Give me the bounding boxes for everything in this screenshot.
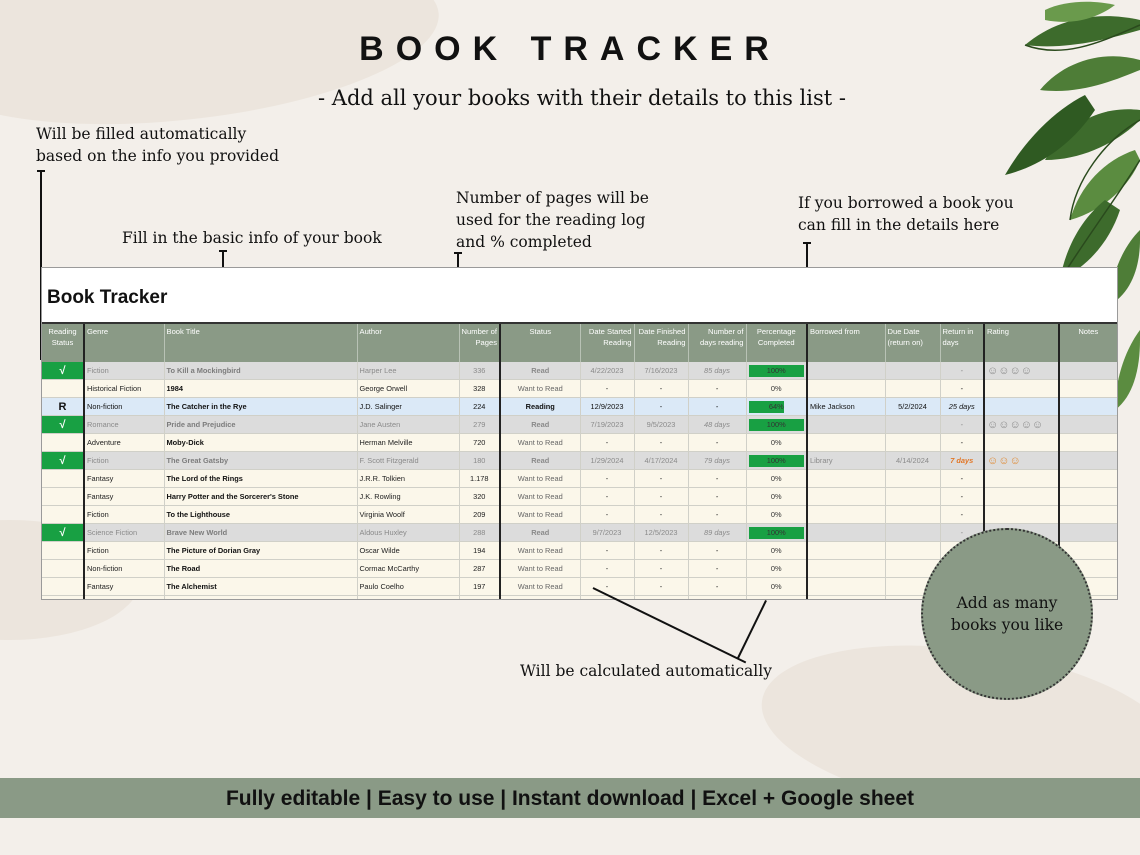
days-reading-cell[interactable]: - <box>688 506 746 524</box>
percentage-cell[interactable] <box>746 470 807 488</box>
header-pages[interactable]: Number of Pages <box>459 324 500 362</box>
rating-cell[interactable]: ☺☺☺☺☺ <box>984 416 1059 434</box>
author-cell[interactable]: J.K. Rowling <box>357 488 459 506</box>
status-cell[interactable]: Want to Read <box>500 578 580 596</box>
date-started-cell[interactable]: 4/22/2023 <box>580 362 634 380</box>
borrowed-from-cell[interactable] <box>807 488 885 506</box>
header-rating[interactable]: Rating <box>984 324 1059 362</box>
genre-cell[interactable]: Historical Fiction <box>84 380 164 398</box>
note-borrowed <box>798 192 1014 236</box>
note-line: If you borrowed a book you <box>798 194 1014 212</box>
days-reading-cell[interactable]: 79 days <box>688 452 746 470</box>
pages-cell[interactable]: 287 <box>459 560 500 578</box>
borrowed-from-cell[interactable] <box>807 380 885 398</box>
due-date-cell[interactable] <box>885 416 940 434</box>
reading-status-cell[interactable] <box>42 578 84 596</box>
status-cell[interactable]: Reading <box>500 398 580 416</box>
header-days-reading[interactable]: Number of days reading <box>688 324 746 362</box>
status-cell[interactable]: Read <box>500 524 580 542</box>
reading-status-cell[interactable]: R <box>42 398 84 416</box>
date-finished-cell[interactable]: - <box>634 542 688 560</box>
rating-cell[interactable] <box>984 470 1059 488</box>
pages-cell[interactable] <box>459 596 500 601</box>
note-basic-info <box>122 227 382 249</box>
return-days-cell[interactable]: 7 days <box>940 452 984 470</box>
rating-cell[interactable] <box>984 434 1059 452</box>
due-date-cell[interactable] <box>885 470 940 488</box>
header-notes[interactable]: Notes <box>1059 324 1117 362</box>
percentage-bar: 0% <box>770 509 782 519</box>
date-started-cell[interactable]: 7/19/2023 <box>580 416 634 434</box>
status-cell[interactable]: Want to Read <box>500 506 580 524</box>
annotation-cap <box>37 170 45 172</box>
header-percentage[interactable]: Percentage Completed <box>746 324 807 362</box>
percentage-cell[interactable] <box>746 596 807 601</box>
percentage-bar: 100% <box>749 419 805 431</box>
date-finished-cell[interactable]: - <box>634 470 688 488</box>
table-row[interactable] <box>42 488 1117 506</box>
header-genre[interactable]: Genre <box>84 324 164 362</box>
percentage-cell[interactable] <box>746 542 807 560</box>
date-finished-cell[interactable]: - <box>634 380 688 398</box>
date-finished-cell[interactable]: - <box>634 488 688 506</box>
return-days-cell[interactable]: - <box>940 488 984 506</box>
return-days-cell[interactable]: 25 days <box>940 398 984 416</box>
annotation-cap <box>219 250 227 252</box>
percentage-cell[interactable] <box>746 434 807 452</box>
return-days-cell[interactable]: - <box>940 470 984 488</box>
note-line: Number of pages will be <box>456 189 649 207</box>
date-finished-cell[interactable]: 12/5/2023 <box>634 524 688 542</box>
percentage-bar: 0% <box>770 473 782 483</box>
due-date-cell[interactable] <box>885 380 940 398</box>
author-cell[interactable]: Herman Melville <box>357 434 459 452</box>
reading-status-cell[interactable]: √ <box>42 524 84 542</box>
date-started-cell[interactable]: - <box>580 434 634 452</box>
table-row[interactable] <box>42 470 1117 488</box>
reading-status-cell[interactable] <box>42 560 84 578</box>
reading-status-cell[interactable]: √ <box>42 416 84 434</box>
reading-status-cell[interactable] <box>42 596 84 601</box>
genre-cell[interactable]: Fantasy <box>84 578 164 596</box>
return-days-cell[interactable]: - <box>940 524 984 542</box>
notes-cell[interactable] <box>1059 452 1117 470</box>
arrow-line <box>737 600 767 658</box>
borrowed-from-cell[interactable] <box>807 560 885 578</box>
percentage-bar: 100% <box>749 455 805 467</box>
percentage-bar: 100% <box>749 527 805 539</box>
note-line: used for the reading log <box>456 211 646 229</box>
return-days-cell[interactable]: - <box>940 434 984 452</box>
header-reading-status[interactable]: Reading Status <box>42 324 84 362</box>
book-title-cell[interactable]: The Picture of Dorian Gray <box>164 542 357 560</box>
reading-status-cell[interactable] <box>42 542 84 560</box>
reading-status-cell[interactable] <box>42 380 84 398</box>
genre-cell[interactable] <box>84 596 164 601</box>
pages-cell[interactable]: 180 <box>459 452 500 470</box>
percentage-bar: 0% <box>770 563 782 573</box>
percentage-bar: 0% <box>770 437 782 447</box>
days-reading-cell[interactable]: 48 days <box>688 416 746 434</box>
borrowed-from-cell[interactable]: Library <box>807 452 885 470</box>
return-days-cell[interactable]: - <box>940 506 984 524</box>
author-cell[interactable]: George Orwell <box>357 380 459 398</box>
book-title-cell[interactable]: The Catcher in the Rye <box>164 398 357 416</box>
days-reading-cell[interactable] <box>688 596 746 601</box>
notes-cell[interactable] <box>1059 362 1117 380</box>
book-title-cell[interactable]: Harry Potter and the Sorcerer's Stone <box>164 488 357 506</box>
book-title-cell[interactable]: To the Lighthouse <box>164 506 357 524</box>
reading-status-cell[interactable] <box>42 470 84 488</box>
due-date-cell[interactable]: 4/14/2024 <box>885 452 940 470</box>
pages-cell[interactable]: 224 <box>459 398 500 416</box>
date-finished-cell[interactable]: - <box>634 506 688 524</box>
circle-line: books you like <box>950 616 1064 634</box>
author-cell[interactable]: J.R.R. Tolkien <box>357 470 459 488</box>
header-due-date[interactable]: Due Date (return on) <box>885 324 940 362</box>
date-finished-cell[interactable]: - <box>634 578 688 596</box>
table-row[interactable] <box>42 452 1117 470</box>
percentage-cell[interactable] <box>746 398 807 416</box>
header-return-days[interactable]: Return in days <box>940 324 984 362</box>
note-pages <box>456 187 649 253</box>
date-started-cell[interactable]: - <box>580 542 634 560</box>
notes-cell[interactable] <box>1059 506 1117 524</box>
days-reading-cell[interactable]: 89 days <box>688 524 746 542</box>
percentage-cell[interactable] <box>746 560 807 578</box>
reading-status-cell[interactable]: √ <box>42 452 84 470</box>
header-status[interactable]: Status <box>500 324 580 362</box>
date-finished-cell[interactable]: 9/5/2023 <box>634 416 688 434</box>
borrowed-from-cell[interactable] <box>807 416 885 434</box>
genre-cell[interactable]: Non-fiction <box>84 398 164 416</box>
author-cell[interactable]: Oscar Wilde <box>357 542 459 560</box>
genre-cell[interactable]: Fantasy <box>84 488 164 506</box>
pages-cell[interactable]: 328 <box>459 380 500 398</box>
table-row[interactable] <box>42 416 1117 434</box>
author-cell[interactable]: Harper Lee <box>357 362 459 380</box>
table-row[interactable] <box>42 506 1117 524</box>
reading-status-cell[interactable] <box>42 488 84 506</box>
notes-cell[interactable] <box>1059 380 1117 398</box>
percentage-bar: 64% <box>749 401 805 413</box>
status-cell[interactable]: Want to Read <box>500 434 580 452</box>
footer-banner: Fully editable | Easy to use | Instant download | Excel + Google sheet <box>0 778 1140 818</box>
book-title-cell[interactable]: 1984 <box>164 380 357 398</box>
date-finished-cell[interactable] <box>634 596 688 601</box>
pages-cell[interactable]: 320 <box>459 488 500 506</box>
genre-cell[interactable]: Fiction <box>84 506 164 524</box>
circle-line: Add as many <box>956 594 1058 612</box>
notes-cell[interactable] <box>1059 416 1117 434</box>
genre-cell[interactable]: Fiction <box>84 452 164 470</box>
note-line: Will be calculated automatically <box>520 662 772 680</box>
days-reading-cell[interactable]: - <box>688 434 746 452</box>
date-started-cell[interactable]: 1/29/2024 <box>580 452 634 470</box>
percentage-cell[interactable] <box>746 578 807 596</box>
author-cell[interactable]: J.D. Salinger <box>357 398 459 416</box>
book-title-cell[interactable] <box>164 596 357 601</box>
borrowed-from-cell[interactable] <box>807 470 885 488</box>
percentage-cell[interactable] <box>746 416 807 434</box>
annotation-cap <box>803 242 811 244</box>
borrowed-from-cell[interactable] <box>807 596 885 601</box>
percentage-bar: 0% <box>770 491 782 501</box>
return-days-cell[interactable]: - <box>940 362 984 380</box>
date-started-cell[interactable]: 9/7/2023 <box>580 524 634 542</box>
note-line: can fill in the details here <box>798 216 1000 234</box>
notes-cell[interactable] <box>1059 488 1117 506</box>
rating-cell[interactable] <box>984 398 1059 416</box>
pages-cell[interactable]: 1.178 <box>459 470 500 488</box>
date-started-cell[interactable]: - <box>580 380 634 398</box>
genre-cell[interactable]: Fantasy <box>84 470 164 488</box>
return-days-cell[interactable]: - <box>940 416 984 434</box>
note-calculated <box>520 660 772 682</box>
author-cell[interactable]: Aldous Huxley <box>357 524 459 542</box>
date-finished-cell[interactable]: 7/16/2023 <box>634 362 688 380</box>
genre-cell[interactable]: Adventure <box>84 434 164 452</box>
genre-cell[interactable]: Romance <box>84 416 164 434</box>
date-started-cell[interactable]: 12/9/2023 <box>580 398 634 416</box>
percentage-bar: 100% <box>749 365 805 377</box>
days-reading-cell[interactable]: - <box>688 398 746 416</box>
table-header <box>42 324 1117 362</box>
rating-cell[interactable] <box>984 488 1059 506</box>
book-title-cell[interactable]: The Lord of the Rings <box>164 470 357 488</box>
reading-status-cell[interactable] <box>42 506 84 524</box>
percentage-bar <box>749 599 805 601</box>
author-cell[interactable] <box>357 596 459 601</box>
date-finished-cell[interactable]: - <box>634 434 688 452</box>
percentage-cell[interactable] <box>746 362 807 380</box>
pages-cell[interactable]: 209 <box>459 506 500 524</box>
percentage-cell[interactable] <box>746 506 807 524</box>
page-title: BOOK TRACKER <box>359 30 781 68</box>
percentage-bar: 0% <box>770 383 782 393</box>
due-date-cell[interactable] <box>885 434 940 452</box>
note-auto-fill <box>36 123 279 167</box>
date-started-cell[interactable]: - <box>580 560 634 578</box>
notes-cell[interactable] <box>1059 398 1117 416</box>
header-book-title[interactable]: Book Title <box>164 324 357 362</box>
genre-cell[interactable]: Fiction <box>84 362 164 380</box>
genre-cell[interactable]: Non-fiction <box>84 560 164 578</box>
due-date-cell[interactable] <box>885 542 940 560</box>
book-title-cell[interactable]: Brave New World <box>164 524 357 542</box>
note-line: Fill in the basic info of your book <box>122 229 382 247</box>
reading-status-cell[interactable] <box>42 434 84 452</box>
borrowed-from-cell[interactable] <box>807 578 885 596</box>
table-row[interactable] <box>42 524 1117 542</box>
rating-cell[interactable] <box>984 506 1059 524</box>
table-row[interactable] <box>42 380 1117 398</box>
status-cell[interactable]: Read <box>500 416 580 434</box>
header-borrowed-from[interactable]: Borrowed from <box>807 324 885 362</box>
due-date-cell[interactable] <box>885 488 940 506</box>
rating-cell[interactable]: ☺☺☺☺ <box>984 362 1059 380</box>
book-title-cell[interactable]: The Alchemist <box>164 578 357 596</box>
book-title-cell[interactable]: The Road <box>164 560 357 578</box>
status-cell[interactable]: Want to Read <box>500 488 580 506</box>
author-cell[interactable]: Paulo Coelho <box>357 578 459 596</box>
genre-cell[interactable]: Fiction <box>84 542 164 560</box>
percentage-bar: 0% <box>770 545 782 555</box>
return-days-cell[interactable]: - <box>940 380 984 398</box>
status-cell[interactable]: Want to Read <box>500 380 580 398</box>
sheet-title: Book Tracker <box>42 268 1117 324</box>
pages-cell[interactable]: 288 <box>459 524 500 542</box>
due-date-cell[interactable] <box>885 506 940 524</box>
reading-status-cell[interactable]: √ <box>42 362 84 380</box>
book-title-cell[interactable]: To Kill a Mockingbird <box>164 362 357 380</box>
date-started-cell[interactable]: - <box>580 470 634 488</box>
borrowed-from-cell[interactable] <box>807 506 885 524</box>
borrowed-from-cell[interactable] <box>807 434 885 452</box>
status-cell[interactable]: Read <box>500 452 580 470</box>
rating-cell[interactable]: ☺☺☺ <box>984 452 1059 470</box>
borrowed-from-cell[interactable] <box>807 524 885 542</box>
book-title-cell[interactable]: The Great Gatsby <box>164 452 357 470</box>
borrowed-from-cell[interactable] <box>807 542 885 560</box>
status-cell[interactable]: Want to Read <box>500 470 580 488</box>
date-started-cell[interactable]: - <box>580 488 634 506</box>
borrowed-from-cell[interactable] <box>807 362 885 380</box>
days-reading-cell[interactable]: - <box>688 380 746 398</box>
borrowed-from-cell[interactable]: Mike Jackson <box>807 398 885 416</box>
percentage-cell[interactable] <box>746 380 807 398</box>
days-reading-cell[interactable]: 85 days <box>688 362 746 380</box>
notes-cell[interactable] <box>1059 524 1117 542</box>
note-line: based on the info you provided <box>36 147 280 165</box>
days-reading-cell[interactable]: - <box>688 470 746 488</box>
date-finished-cell[interactable]: - <box>634 398 688 416</box>
percentage-bar: 0% <box>770 581 782 591</box>
days-reading-cell[interactable]: - <box>688 578 746 596</box>
add-books-circle <box>921 528 1093 700</box>
pages-cell[interactable]: 197 <box>459 578 500 596</box>
author-cell[interactable]: Virginia Woolf <box>357 506 459 524</box>
header-date-started[interactable]: Date Started Reading <box>580 324 634 362</box>
status-cell[interactable] <box>500 596 580 601</box>
due-date-cell[interactable] <box>885 524 940 542</box>
author-cell[interactable]: F. Scott Fitzgerald <box>357 452 459 470</box>
page-subtitle: - Add all your books with their details to this list - <box>318 86 846 110</box>
notes-cell[interactable] <box>1059 434 1117 452</box>
genre-cell[interactable]: Science Fiction <box>84 524 164 542</box>
book-title-cell[interactable]: Moby-Dick <box>164 434 357 452</box>
annotation-cap <box>454 252 462 254</box>
book-title-cell[interactable]: Pride and Prejudice <box>164 416 357 434</box>
pages-cell[interactable]: 720 <box>459 434 500 452</box>
due-date-cell[interactable]: 5/2/2024 <box>885 398 940 416</box>
date-finished-cell[interactable]: - <box>634 560 688 578</box>
header-author[interactable]: Author <box>357 324 459 362</box>
rating-cell[interactable] <box>984 380 1059 398</box>
pages-cell[interactable]: 336 <box>459 362 500 380</box>
date-started-cell[interactable]: - <box>580 506 634 524</box>
header-date-finished[interactable]: Date Finished Reading <box>634 324 688 362</box>
percentage-cell[interactable] <box>746 452 807 470</box>
table-row[interactable] <box>42 434 1117 452</box>
author-cell[interactable]: Jane Austen <box>357 416 459 434</box>
pages-cell[interactable]: 279 <box>459 416 500 434</box>
status-cell[interactable]: Want to Read <box>500 542 580 560</box>
author-cell[interactable]: Cormac McCarthy <box>357 560 459 578</box>
percentage-cell[interactable] <box>746 524 807 542</box>
notes-cell[interactable] <box>1059 470 1117 488</box>
note-line: and % completed <box>456 233 592 251</box>
pages-cell[interactable]: 194 <box>459 542 500 560</box>
date-started-cell[interactable]: - <box>580 578 634 596</box>
days-reading-cell[interactable]: - <box>688 488 746 506</box>
table-row[interactable] <box>42 398 1117 416</box>
status-cell[interactable]: Want to Read <box>500 560 580 578</box>
date-finished-cell[interactable]: 4/17/2024 <box>634 452 688 470</box>
note-line: Will be filled automatically <box>36 125 247 143</box>
days-reading-cell[interactable]: - <box>688 560 746 578</box>
percentage-cell[interactable] <box>746 488 807 506</box>
table-row[interactable] <box>42 362 1117 380</box>
days-reading-cell[interactable]: - <box>688 542 746 560</box>
due-date-cell[interactable] <box>885 362 940 380</box>
status-cell[interactable]: Read <box>500 362 580 380</box>
